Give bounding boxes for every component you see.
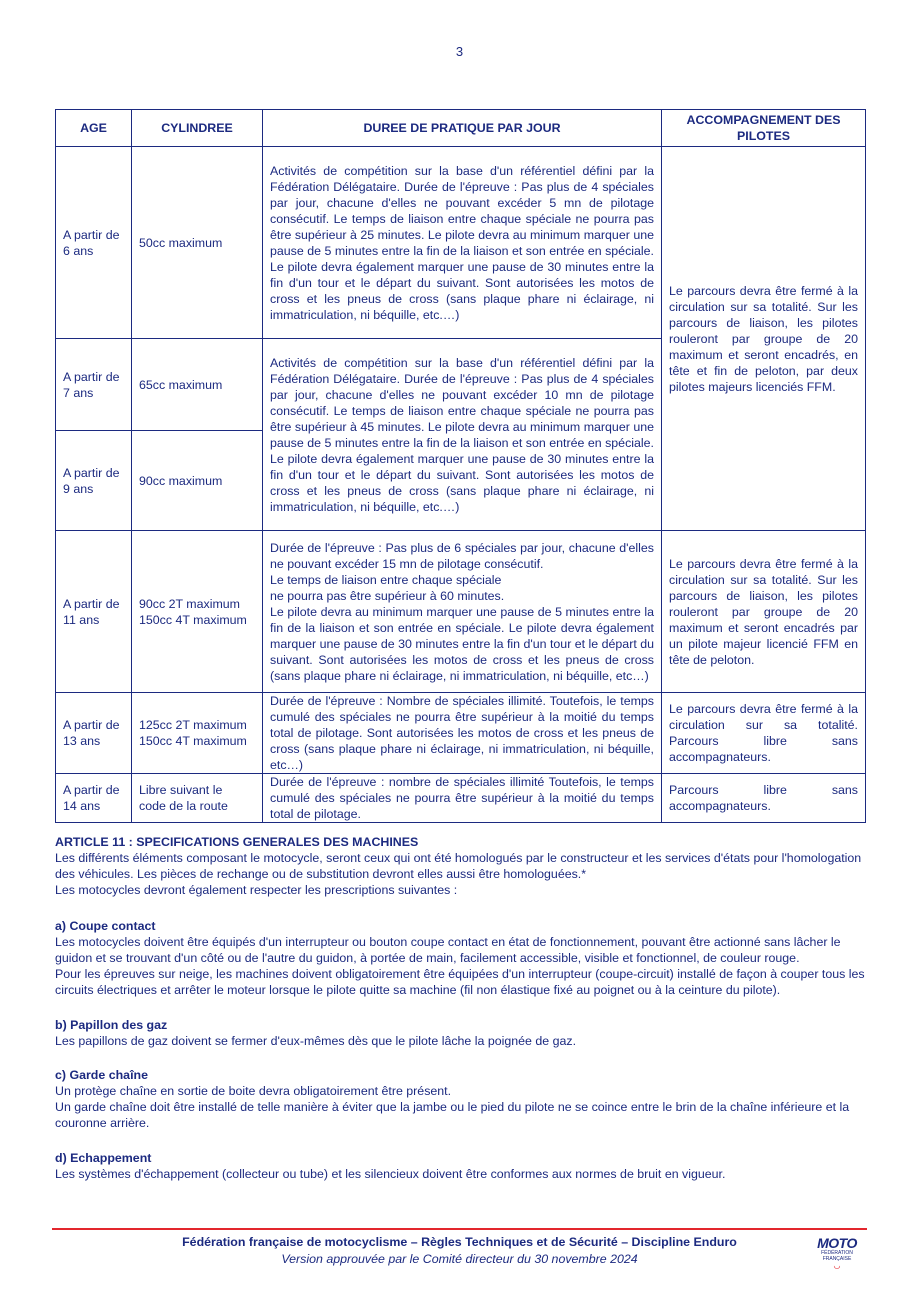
section-title: c) Garde chaîne: [55, 1068, 148, 1082]
duration-cell: Durée de l'épreuve : nombre de spéciales illimité Toutefois, le temps cumulé des spéciales ne pourra être supérieur à la moitié du temps total de pilotage.: [263, 774, 662, 823]
table-row: [56, 531, 866, 693]
section-garde-chaine: [55, 1067, 866, 1131]
section-echappement: [55, 1150, 866, 1182]
section-paragraph: Les motocycles doivent être équipés d'un interrupteur ou bouton coupe contact en état de fonctionnement, pouvant être actionné sans lâcher le guidon et se trouvant d'un côté ou de l'autre du guidon, à portée de main, facilement accessible, visible et fonctionnel, de couleur rouge.: [55, 935, 841, 965]
cylindree-line: 125cc 2T maximum: [139, 718, 247, 732]
accompaniment-cell: Le parcours devra être fermé à la circulation sur sa totalité. Sur les parcours de liaison, les pilotes rouleront par groupe de 20 maximum et seront encadrés par un pilote majeur licencié FFM en tête de peloton.: [662, 531, 866, 693]
cylindree-cell: [132, 531, 263, 693]
table-row: [56, 147, 866, 339]
cylindree-line: 90cc 2T maximum: [139, 596, 240, 611]
footer-divider: [52, 1228, 867, 1230]
age-cell: A partir de 7 ans: [56, 339, 132, 431]
logo-swoosh-icon: ◡: [833, 1261, 841, 1270]
duration-cell: Activités de compétition sur la base d'un référentiel défini par la Fédération Délégataire. Durée de l'épreuve : Pas plus de 4 spéciales par jour, chacune d'elles ne pouvant excéder 10 mn de pilotage consécutif. Le temps de liaison entre chaque spéciale ne pourra pas être supérieur à 45 minutes. Le pilote devra au minimum marquer une pause de 5 minutes entre la fin de la liaison et son entrée en spéciale. Le pilote devra également marquer une pause de 30 minutes entre la fin d'un tour et le départ du suivant. Sont autorisées les motos de cross et les pneus de cross (sans plaque phare ni éclairage, ni immatriculation, ni béquille, etc.…): [263, 339, 662, 531]
ffm-logo: [812, 1235, 862, 1270]
cylindree-line: 150cc 4T maximum: [139, 612, 247, 627]
section-coupe-contact: [55, 918, 866, 998]
duration-segment: Le pilote devra au minimum marquer une pause de 5 minutes entre la fin de la liaison et son entrée en spéciale. Le pilote devra également marquer une pause de 30 minutes entre la fin d'un tour et le départ du suivant. Sont autorisées les motos de cross et les pneus de cross (sans plaque phare ni éclairage, ni immatriculation, ni béquille, etc…): [270, 604, 654, 683]
section-papillon-des-gaz: [55, 1017, 866, 1049]
cylindree-cell: 50cc maximum: [132, 147, 263, 339]
section-title: a) Coupe contact: [55, 919, 156, 933]
duration-segment: Durée de l'épreuve : Pas plus de 6 spéciales par jour, chacune d'elles ne pouvant excéder 15 mn de pilotage consécutif.: [270, 540, 654, 571]
section-title: d) Echappement: [55, 1151, 152, 1165]
duration-segment: Le temps de liaison entre chaque spéciale: [270, 572, 502, 587]
table-row: [56, 693, 866, 774]
cylindree-cell: 90cc maximum: [132, 431, 263, 531]
header-duree: DUREE DE PRATIQUE PAR JOUR: [263, 110, 662, 147]
duration-cell: Durée de l'épreuve : Nombre de spéciales illimité. Toutefois, le temps cumulé des spéciales ne pourra être supérieur à la moitié du temps total de pilotage. Sont autorisées les motos de cross et les pneus de cross (sans plaque phare ni éclairage, ni immatriculation, ni béquille, etc…): [263, 693, 662, 774]
section-paragraph: Les systèmes d'échappement (collecteur ou tube) et les silencieux doivent être conformes aux normes de bruit en vigueur.: [55, 1167, 726, 1181]
logo-text: MOTO: [817, 1235, 857, 1251]
duration-cell: [263, 531, 662, 693]
footer-version: Version approuvée par le Comité directeur du 30 novembre 2024: [281, 1252, 638, 1266]
accompaniment-cell: Le parcours devra être fermé à la circulation sur sa totalité. Sur les parcours de liaison, les pilotes rouleront par groupe de 20 maximum et seront encadrés, en tête et fin de peloton, par deux pilotes majeurs licenciés FFM.: [662, 147, 866, 531]
header-cylindree: CYLINDREE: [132, 110, 263, 147]
cylindree-cell: [132, 693, 263, 774]
header-accompagnement: ACCOMPAGNEMENT DES PILOTES: [662, 110, 866, 147]
page-number: 3: [455, 44, 464, 59]
section-paragraph: Un garde chaîne doit être installé de telle manière à éviter que la jambe ou le pied du pilote ne se coince entre le brin de la chaîne inférieure et la couronne arrière.: [55, 1100, 850, 1130]
cylindree-cell: 65cc maximum: [132, 339, 263, 431]
article-paragraph: Les motocycles devront également respecter les prescriptions suivantes :: [55, 883, 458, 897]
page-footer: [0, 1234, 919, 1268]
cylindree-cell: [132, 774, 263, 823]
age-cell: A partir de 11 ans: [56, 531, 132, 693]
article-11: [55, 834, 866, 898]
duration-segment: ne pourra pas être supérieur à 60 minutes.: [270, 588, 505, 603]
section-paragraph: Les papillons de gaz doivent se fermer d'eux-mêmes dès que le pilote lâche la poignée de gaz.: [55, 1034, 577, 1048]
section-paragraph: Pour les épreuves sur neige, les machines doivent obligatoirement être équipées d'un interrupteur (coupe-circuit) installé de façon à couper tous les circuits électriques et arrêter le moteur lorsque le pilote quitte sa machine (fil non élastique fixé au poignet ou à la ceinture du pilote).: [55, 967, 865, 997]
cylindree-line: 150cc 4T maximum: [139, 734, 247, 748]
header-age: AGE: [56, 110, 132, 147]
article-paragraph: Les différents éléments composant le motocycle, seront ceux qui ont été homologués par le constructeur et les services d'états pour l'homologation des véhicules. Les pièces de rechange ou de substitution devront elles aussi être homologuées.*: [55, 851, 862, 881]
footer-title: Fédération française de motocyclisme – Règles Techniques et de Sécurité – Discipline Enduro: [182, 1235, 737, 1249]
accompaniment-cell: Parcours libre sans accompagnateurs.: [662, 774, 866, 823]
age-requirements-table: [55, 109, 866, 823]
cylindree-line: Libre suivant le: [139, 783, 223, 797]
duration-cell: Activités de compétition sur la base d'un référentiel défini par la Fédération Délégataire. Durée de l'épreuve : Pas plus de 4 spéciales par jour, chacune d'elles ne pouvant excéder 5 mn de pilotage consécutif. Le temps de liaison entre chaque spéciale ne pourra pas être supérieur à 25 minutes. Le pilote devra au minimum marquer une pause de 5 minutes entre la fin de la liaison et son entrée en spéciale. Le pilote devra également marquer une pause de 30 minutes entre la fin d'un tour et le départ du suivant. Sont autorisées les motos de cross et les pneus de cross (sans plaque phare ni éclairage, ni immatriculation, ni béquille, etc.…): [263, 147, 662, 339]
article-title: ARTICLE 11 : SPECIFICATIONS GENERALES DES MACHINES: [55, 835, 419, 849]
logo-subtitle: FÉDÉRATION FRANÇAISE: [821, 1250, 853, 1262]
age-cell: A partir de 13 ans: [56, 693, 132, 774]
table-header-row: [56, 110, 866, 147]
accompaniment-cell: Le parcours devra être fermé à la circulation sur sa totalité. Parcours libre sans accompagnateurs.: [662, 693, 866, 774]
section-paragraph: Un protège chaîne en sortie de boite devra obligatoirement être présent.: [55, 1084, 452, 1098]
age-cell: A partir de 9 ans: [56, 431, 132, 531]
age-cell: A partir de 14 ans: [56, 774, 132, 823]
table-row: [56, 774, 866, 823]
age-cell: A partir de 6 ans: [56, 147, 132, 339]
cylindree-line: code de la route: [139, 799, 228, 813]
section-title: b) Papillon des gaz: [55, 1018, 168, 1032]
